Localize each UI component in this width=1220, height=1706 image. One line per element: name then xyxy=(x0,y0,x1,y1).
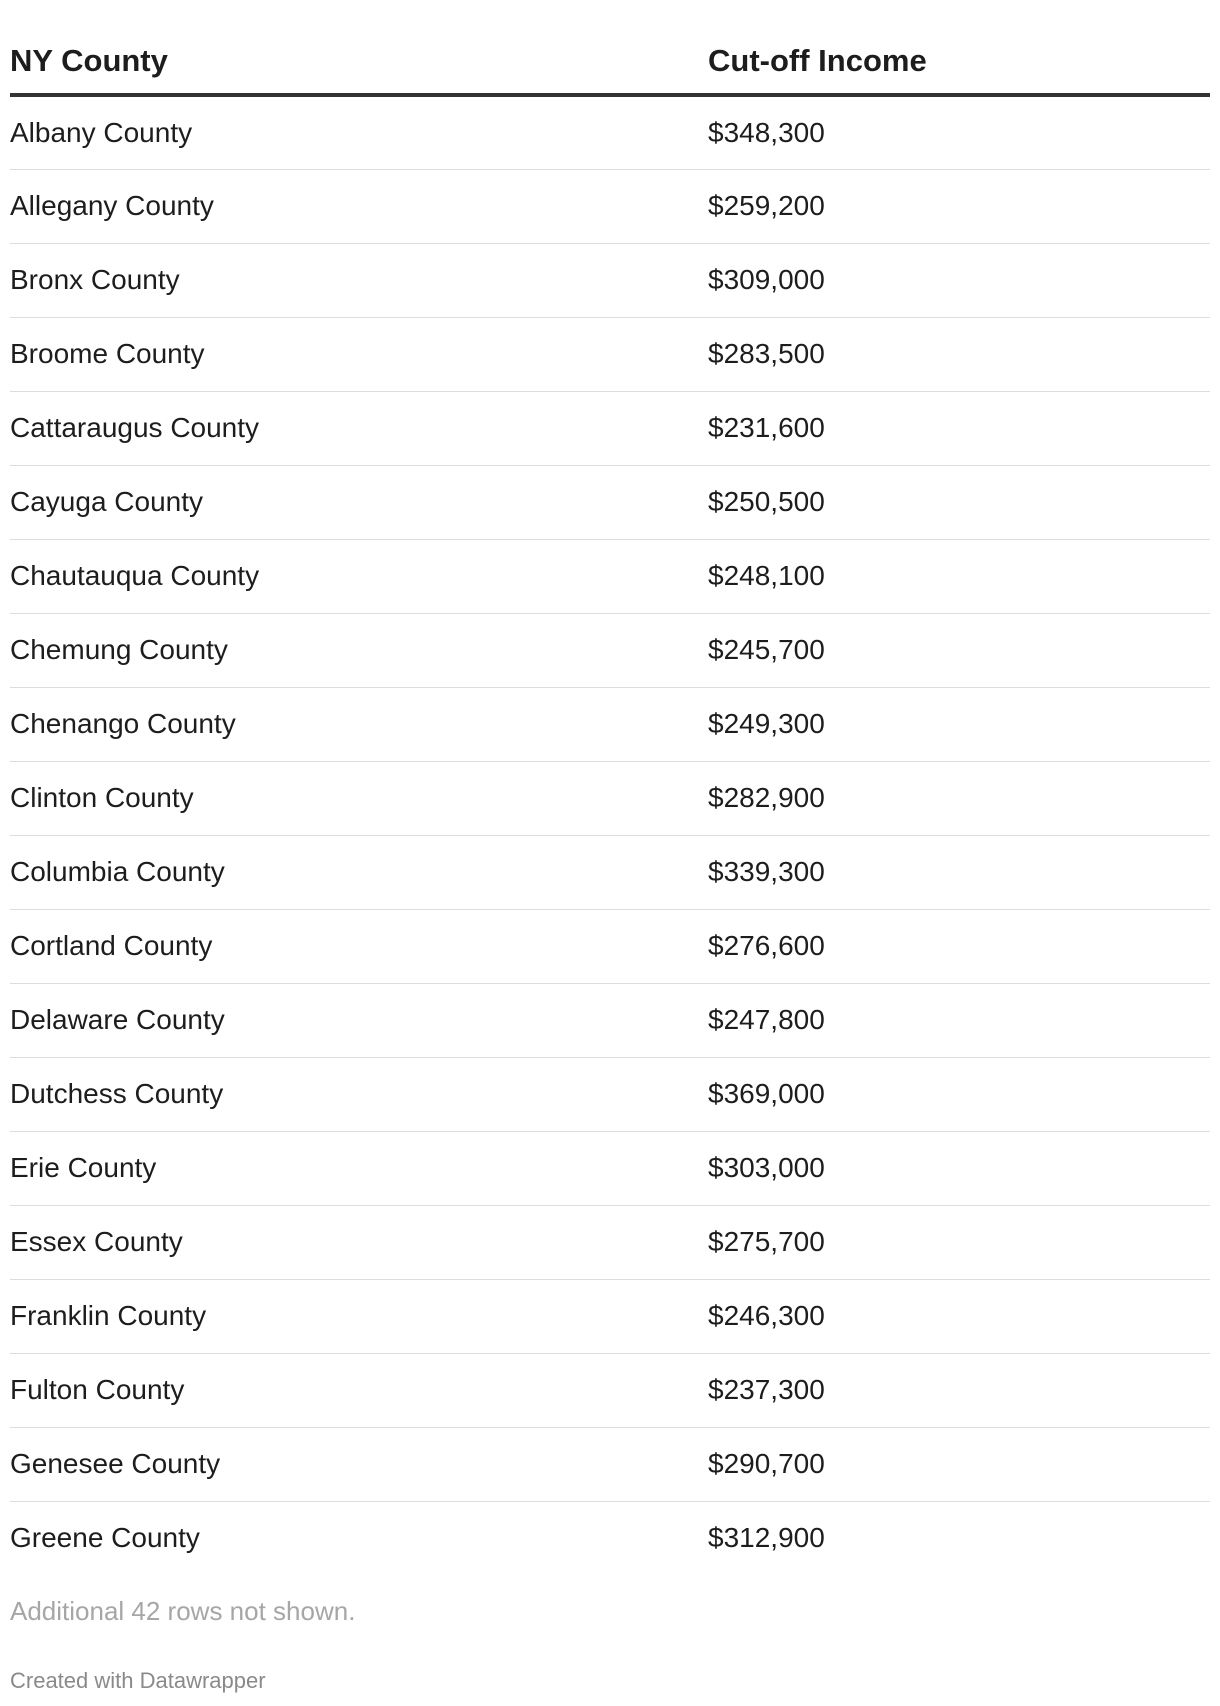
rows-not-shown-note: Additional 42 rows not shown. xyxy=(10,1596,356,1626)
table-row xyxy=(10,1279,1210,1353)
table-row xyxy=(10,1501,1210,1575)
county-cell: Greene County xyxy=(10,1522,200,1554)
county-cell: Clinton County xyxy=(10,761,708,835)
county-cell: Chemung County xyxy=(10,613,708,687)
income-cell: $249,300 xyxy=(708,687,1210,761)
county-cell: Genesee County xyxy=(10,1427,708,1501)
county-cell: Cortland County xyxy=(10,909,708,983)
county-cell: Fulton County xyxy=(10,1353,708,1427)
county-income-table xyxy=(10,0,1210,1575)
table-row xyxy=(10,1205,1210,1279)
county-cell: Columbia County xyxy=(10,835,708,909)
income-cell: $312,900 xyxy=(708,1522,825,1554)
table-row xyxy=(10,317,1210,391)
income-cell: $309,000 xyxy=(708,243,1210,317)
county-cell: Erie County xyxy=(10,1131,708,1205)
table-row xyxy=(10,95,1210,169)
table-container xyxy=(10,0,1210,1575)
income-cell: $259,200 xyxy=(708,169,1210,243)
table-row xyxy=(10,169,1210,243)
income-cell: $275,700 xyxy=(708,1205,1210,1279)
table-header xyxy=(10,0,1210,95)
table-row xyxy=(10,909,1210,983)
table-row xyxy=(10,391,1210,465)
income-cell: $247,800 xyxy=(708,983,1210,1057)
table-row xyxy=(10,687,1210,761)
county-cell: Albany County xyxy=(10,95,708,169)
table-row xyxy=(10,613,1210,687)
table-row xyxy=(10,761,1210,835)
income-cell: $245,700 xyxy=(708,613,1210,687)
table-row xyxy=(10,465,1210,539)
county-cell: Bronx County xyxy=(10,243,708,317)
income-cell: $246,300 xyxy=(708,1279,1210,1353)
income-cell: $276,600 xyxy=(708,909,1210,983)
datawrapper-credit: Created with Datawrapper xyxy=(10,1668,266,1693)
income-cell: $248,100 xyxy=(708,539,1210,613)
county-cell: Essex County xyxy=(10,1205,708,1279)
table-row xyxy=(10,983,1210,1057)
income-cell: $283,500 xyxy=(708,317,1210,391)
income-cell: $237,300 xyxy=(708,1353,1210,1427)
income-cell: $348,300 xyxy=(708,95,1210,169)
column-header-income[interactable]: Cut-off Income xyxy=(708,0,1210,95)
county-cell: Allegany County xyxy=(10,169,708,243)
table-row xyxy=(10,539,1210,613)
table-row xyxy=(10,1353,1210,1427)
income-cell: $231,600 xyxy=(708,391,1210,465)
table-row xyxy=(10,1057,1210,1131)
county-cell: Franklin County xyxy=(10,1279,708,1353)
header-row xyxy=(10,0,1210,95)
county-cell: Chautauqua County xyxy=(10,539,708,613)
table-row xyxy=(10,1427,1210,1501)
column-header-county[interactable]: NY County xyxy=(10,0,708,95)
table-row xyxy=(10,243,1210,317)
income-cell: $290,700 xyxy=(708,1427,1210,1501)
county-cell: Cayuga County xyxy=(10,465,708,539)
county-cell: Broome County xyxy=(10,317,708,391)
county-cell: Chenango County xyxy=(10,687,708,761)
table-body xyxy=(10,95,1210,1575)
county-cell: Dutchess County xyxy=(10,1057,708,1131)
income-cell: $250,500 xyxy=(708,465,1210,539)
county-cell: Cattaraugus County xyxy=(10,391,708,465)
income-cell: $339,300 xyxy=(708,835,1210,909)
county-cell: Delaware County xyxy=(10,983,708,1057)
table-row xyxy=(10,835,1210,909)
income-cell: $303,000 xyxy=(708,1131,1210,1205)
income-cell: $282,900 xyxy=(708,761,1210,835)
income-cell: $369,000 xyxy=(708,1057,1210,1131)
table-row xyxy=(10,1131,1210,1205)
